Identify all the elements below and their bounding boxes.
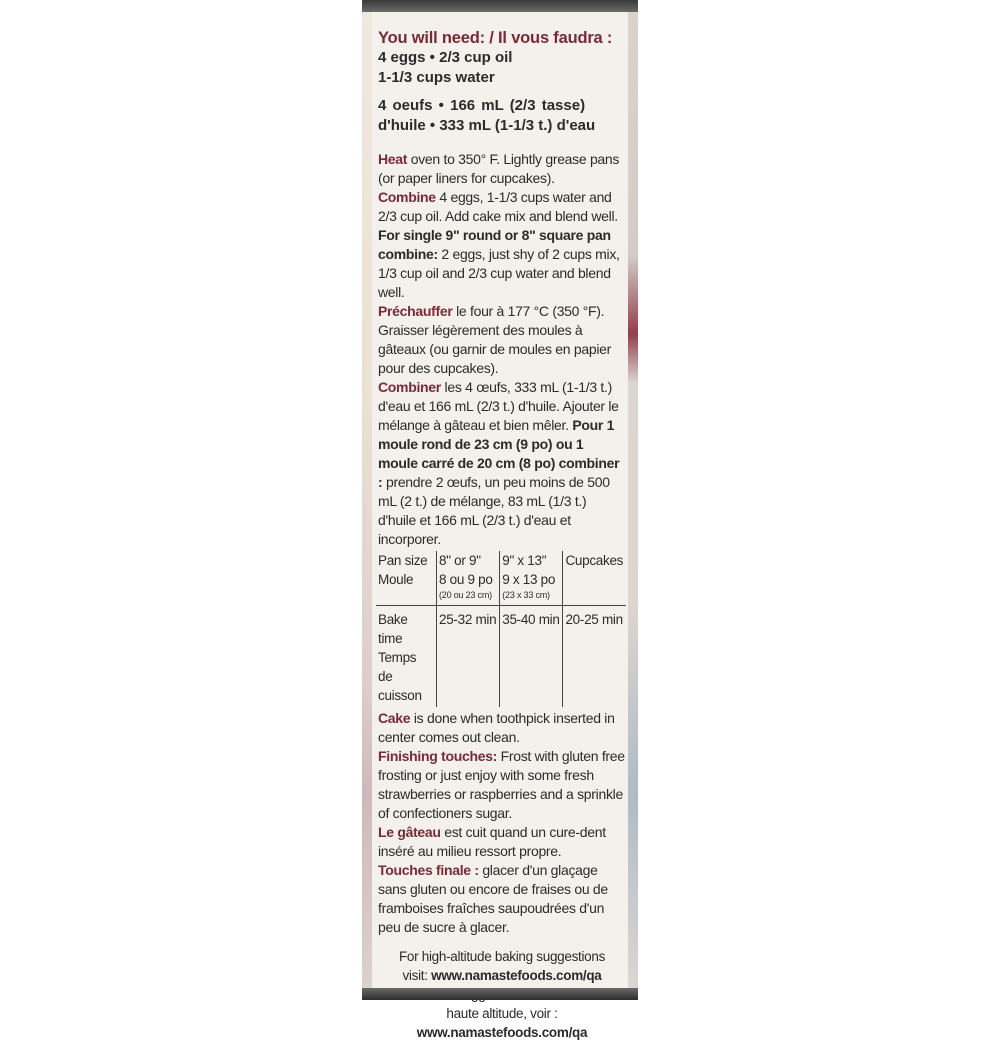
bake-time-label [376,606,437,708]
heat-lead: Heat [378,151,408,167]
altitude-fr-url: www.namastefoods.com/qa [416,1025,588,1040]
pan-size-col-2 [500,551,563,606]
touches-lead: Touches finale : [378,862,479,878]
pan-size-2-metric: (23 x 33 cm) [502,590,550,600]
touches-text: glacer d'un glaçage sans gluten ou encore de fraises ou de framboises fraîches saupoudrées d'un peu de sucre à glacer. [378,862,608,935]
legateau-paragraph [378,823,626,861]
combiner-text-2: prendre 2 œufs, un peu moins de 500 mL (2 t.) de mélange, 83 mL (1/3 t.) d'huile et 166 mL (2/3 t.) d'eau et incorporer. [378,474,610,547]
prechauffer-lead: Préchauffer [378,303,453,319]
pan-size-1-metric: (20 ou 23 cm) [439,590,492,600]
bake-time-1: 25-32 min [437,606,500,708]
combine-text: 4 eggs, 1-1/3 cups water and 2/3 cup oil. Add cake mix and blend well. [378,189,618,224]
pan-size-1-en: 8" or 9" [439,553,481,568]
pan-size-label-en: Pan size [378,553,428,568]
cake-lead: Cake [378,710,411,726]
bake-time-3: 20-25 min [563,606,626,708]
altitude-fr-url-line [378,1023,626,1042]
finishing-paragraph [378,747,626,823]
pan-size-2-fr: 9 x 13 po [502,572,556,587]
combine-text-2: 2 eggs, just shy of 2 cups mix, 1/3 cup oil and 2/3 cup water and blend well. [378,246,620,300]
legateau-text: est cuit quand un cure-dent inséré au milieu ressort propre. [378,824,606,859]
pan-size-2-en: 9" x 13" [502,553,547,568]
pan-size-1-fr: 8 ou 9 po [439,572,493,587]
cake-text: is done when toothpick inserted in center comes out clean. [378,710,615,745]
ingredients-line-1: 4 eggs • 2/3 cup oil [378,49,513,66]
ingredients-fr-line-1: 4 oeufs • 166 mL (2/3 tasse) [378,97,586,114]
pan-size-label-fr: Moule [378,572,414,587]
altitude-en-line-1: For high-altitude baking suggestions [398,949,606,964]
table-row-pan-size [376,551,626,606]
pan-size-col-1 [437,551,500,606]
combine-paragraph [378,188,626,302]
prechauffer-text: le four à 177 °C (350 °F). Graisser légèrement des moules à gâteaux (ou garnir de moules en papier pour des cupcakes). [378,303,611,376]
box-bottom-edge [362,988,638,1000]
pan-size-label [376,551,437,606]
box-left-edge [362,12,372,988]
touches-paragraph [378,861,626,937]
bake-time-label-fr-2: cuisson [378,688,422,703]
combiner-bold: Pour 1 moule rond de 23 cm (9 po) ou 1 moule carré de 20 cm (8 po) combiner : [378,417,620,490]
legateau-lead: Le gâteau [378,824,441,840]
pan-size-col-3: Cupcakes [563,551,626,606]
combiner-lead: Combiner [378,379,441,395]
combiner-text: les 4 œufs, 333 mL (1-1/3 t.) d'eau et 166 mL (2/3 t.) d'huile. Ajouter le mélange à gâteau et bien mêler. [378,379,619,433]
altitude-fr-line-2: haute altitude, voir : [446,1006,558,1021]
finishing-text: Frost with gluten free frosting or just enjoy with some fresh strawberries or raspberries and a sprinkle of confectioners sugar. [378,748,625,821]
combine-lead: Combine [378,189,436,205]
combine-bold: For single 9" round or 8" square pan combine: [378,227,611,262]
combiner-paragraph [378,378,626,549]
ingredients-line-2: 1-1/3 cups water [378,69,495,86]
cake-paragraph [378,709,626,747]
bake-time-label-en: Bake time [378,612,408,646]
you-will-need-heading: You will need: / Il vous faudra : [378,29,613,47]
table-row-bake-time [376,606,626,708]
bake-time-2: 35-40 min [500,606,563,708]
heat-paragraph [378,150,626,188]
altitude-en-line-2 [378,966,626,985]
ingredients-fr-line-2: d'huile • 333 mL (1-1/3 t.) d'eau [378,117,596,134]
prechauffer-paragraph [378,302,626,378]
box-right-edge [628,12,638,988]
altitude-visit: visit: [402,968,432,983]
box-top-edge [362,0,638,12]
package-side-panel [362,0,638,1040]
bake-time-table [376,551,626,707]
heat-text: oven to 350° F. Lightly grease pans (or paper liners for cupcakes). [378,151,620,186]
bake-time-label-fr-1: Temps de [378,650,417,684]
finishing-lead: Finishing touches: [378,748,498,764]
instructions [378,28,626,1042]
altitude-en-url: www.namastefoods.com/qa [431,968,602,983]
